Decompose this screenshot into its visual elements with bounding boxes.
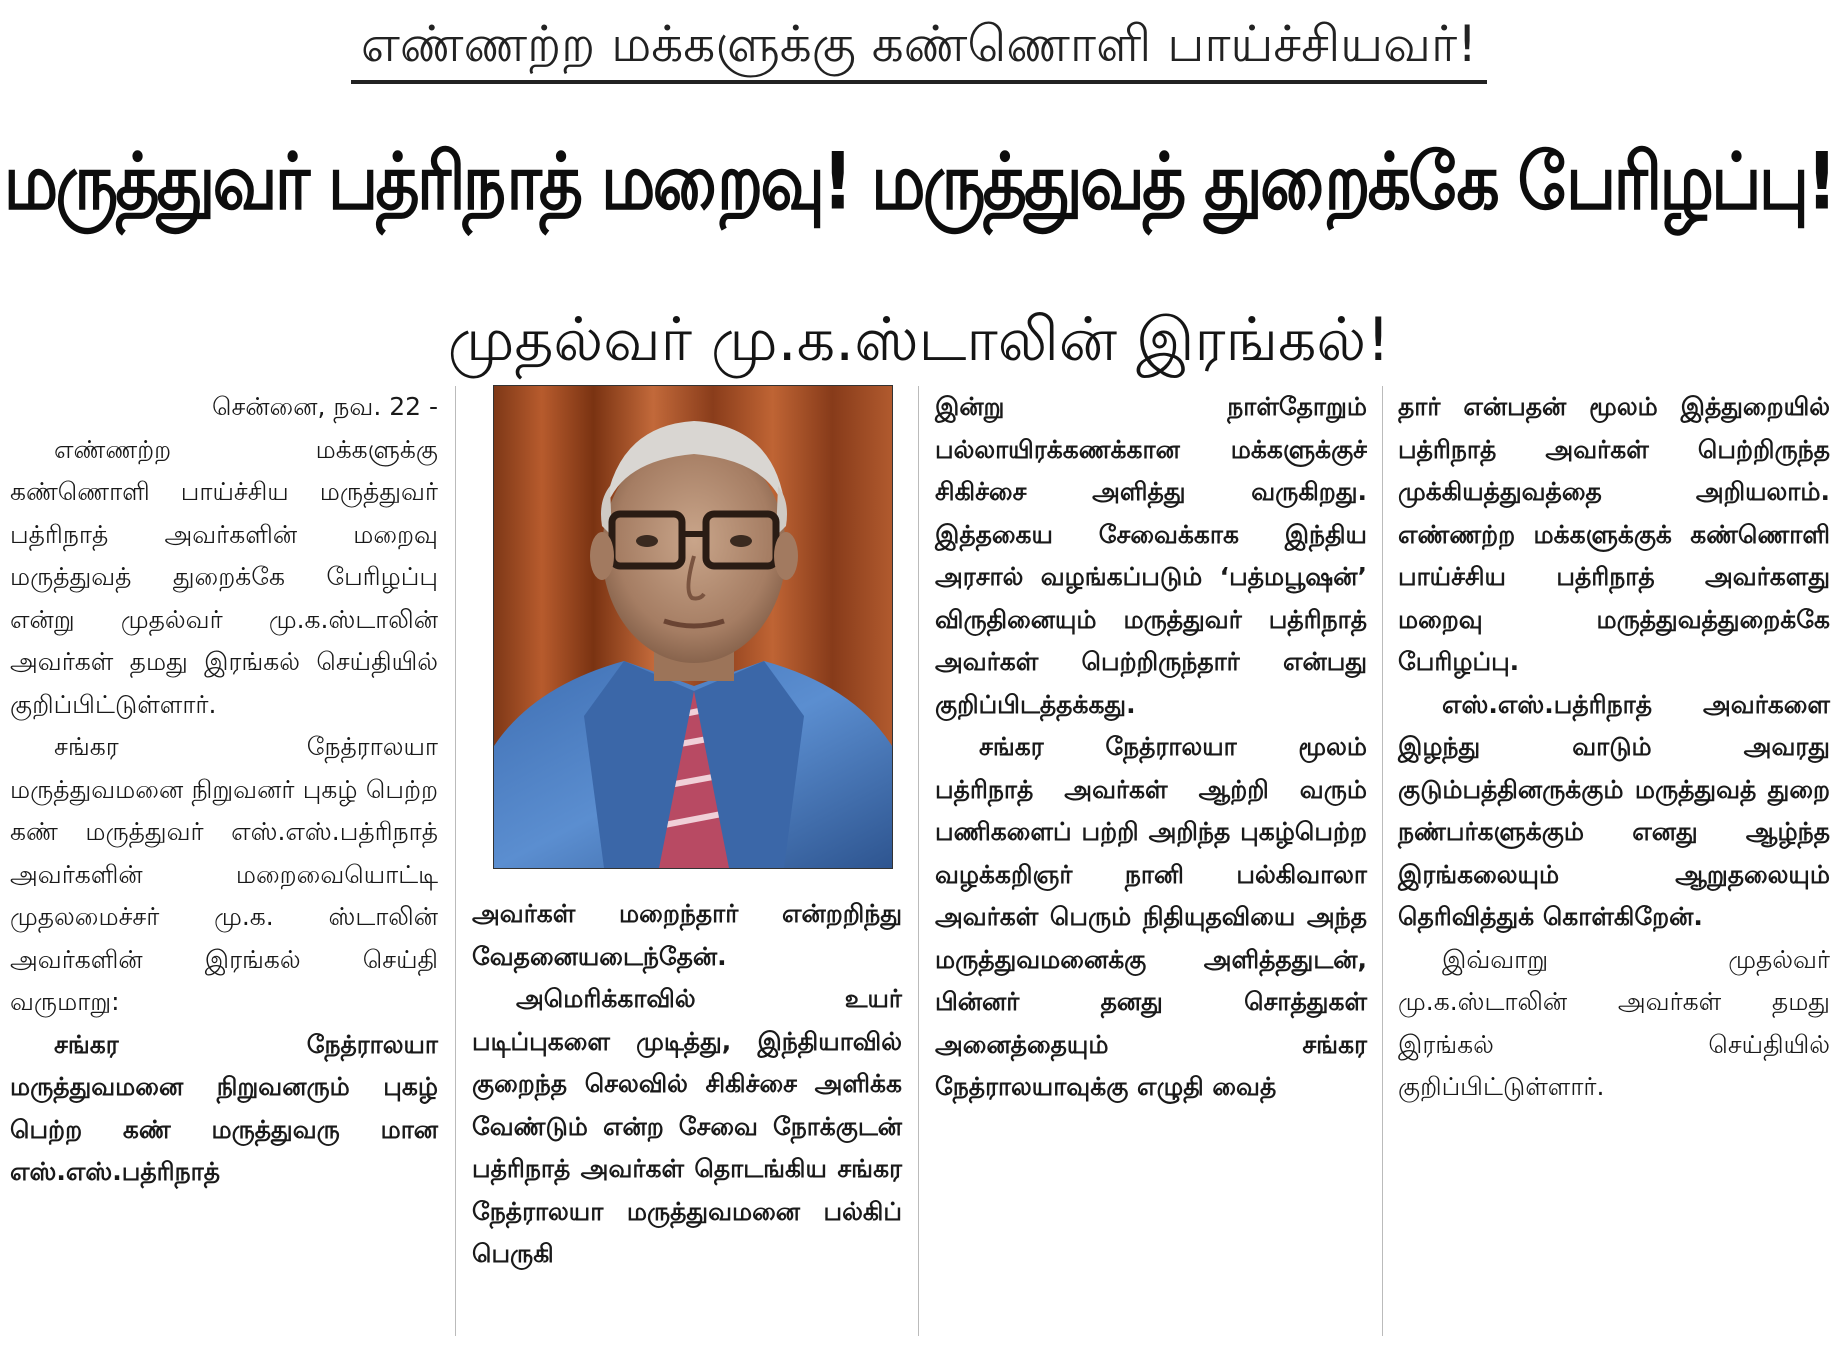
- portrait-illustration: [494, 386, 892, 868]
- kicker-text: எண்ணற்ற மக்களுக்கு கண்ணொளி பாய்ச்சியவர்!: [351, 12, 1487, 84]
- paragraph: சங்கர நேத்ராலயா மருத்துவமனை நிறுவனர் புகழ் பெற்ற கண் மருத்துவர் எஸ்.எஸ்.பத்ரிநாத் அவர்களின் மறைவையொட்டி முதலமைச்சர் மு.க. ஸ்டாலின் அவர்களின் இரங்கல் செய்தி வருமாறு:: [10, 732, 438, 1016]
- article-column-3: [935, 386, 1367, 1109]
- column-divider: [918, 386, 919, 1336]
- paragraph: தார் என்பதன் மூலம் இத்துறையில் பத்ரிநாத் அவர்கள் பெற்றிருந்த முக்கியத்துவத்தை அறியலாம். எண்ணற்ற மக்களுக்குக் கண்ணொளி பாய்ச்சிய பத்ரிநாத் அவர்களது மறைவு மருத்துவத்துறைக்கே பேரிழப்பு.: [1398, 392, 1830, 676]
- paragraph: சங்கர நேத்ராலயா மருத்துவமனை நிறுவனரும் புகழ் பெற்ற கண் மருத்துவரு மான எஸ்.எஸ்.பத்ரிநாத்: [10, 1029, 438, 1186]
- paragraph: இன்று நாள்தோறும் பல்லாயிரக்கணக்கான மக்களுக்குச் சிகிச்சை அளித்து வருகிறது. இத்தகைய சேவைக்காக இந்திய அரசால் வழங்கப்படும் ‘பத்மபூஷன்’ விருதினையும் மருத்துவர் பத்ரிநாத் அவர்கள் பெற்றிருந்தார் என்பது குறிப்பிடத்தக்கது.: [935, 392, 1367, 719]
- paragraph: அவர்கள் மறைந்தார் என்றறிந்து வேதனையடைந்தேன்.: [472, 899, 902, 971]
- paragraph: இவ்வாறு முதல்வர் மு.க.ஸ்டாலின் அவர்கள் தமது இரங்கல் செய்தியில் குறிப்பிட்டுள்ளார்.: [1398, 944, 1830, 1101]
- paragraph: சங்கர நேத்ராலயா மூலம் பத்ரிநாத் அவர்கள் ஆற்றி வரும் பணிகளைப் பற்றி அறிந்த புகழ்பெற்ற வழக்கறிஞர் நானி பல்கிவாலா அவர்கள் பெரும் நிதியுதவியை அந்த மருத்துவமனைக்கு அளித்ததுடன், பின்னர் தனது சொத்துகள் அனைத்தையும் சங்கர நேத்ராலயாவுக்கு எழுதி வைத்: [935, 732, 1367, 1101]
- column-divider: [1382, 386, 1383, 1336]
- article-column-1: [10, 386, 438, 1194]
- dateline: சென்னை, நவ. 22 -: [212, 392, 438, 421]
- sub-headline: முதல்வர் மு.க.ஸ்டாலின் இரங்கல்!: [447, 305, 1391, 375]
- article-column-2: [472, 893, 902, 1276]
- paragraph: எஸ்.எஸ்.பத்ரிநாத் அவர்களை இழந்து வாடும் அவரது குடும்பத்தினருக்கும் மருத்துவத் துறை நண்பர்களுக்கும் எனது ஆழ்ந்த இரங்கலையும் ஆறுதலையும் தெரிவித்துக் கொள்கிறேன்.: [1398, 689, 1830, 931]
- column-divider: [455, 386, 456, 1336]
- main-headline: மருத்துவர் பத்ரிநாத் மறைவு! மருத்துவத் துறைக்கே பேரிழப்பு!: [3, 137, 1835, 228]
- article-column-4: [1398, 386, 1830, 1109]
- kicker-headline: [0, 12, 1838, 84]
- portrait-photo: [493, 385, 893, 869]
- paragraph: எண்ணற்ற மக்களுக்கு கண்ணொளி பாய்ச்சிய மருத்துவர் பத்ரிநாத் அவர்களின் மறைவு மருத்துவத் துறைக்கே பேரிழப்பு என்று முதல்வர் மு.க.ஸ்டாலின் அவர்கள் தமது இரங்கல் செய்தியில் குறிப்பிட்டுள்ளார்.: [10, 434, 438, 719]
- paragraph: அமெரிக்காவில் உயர் படிப்புகளை முடித்து, இந்தியாவில் குறைந்த செலவில் சிகிச்சை அளிக்க வேண்டும் என்ற சேவை நோக்குடன் பத்ரிநாத் அவர்கள் தொடங்கிய சங்கர நேத்ராலயா மருத்துவமனை பல்கிப் பெருகி: [472, 984, 902, 1268]
